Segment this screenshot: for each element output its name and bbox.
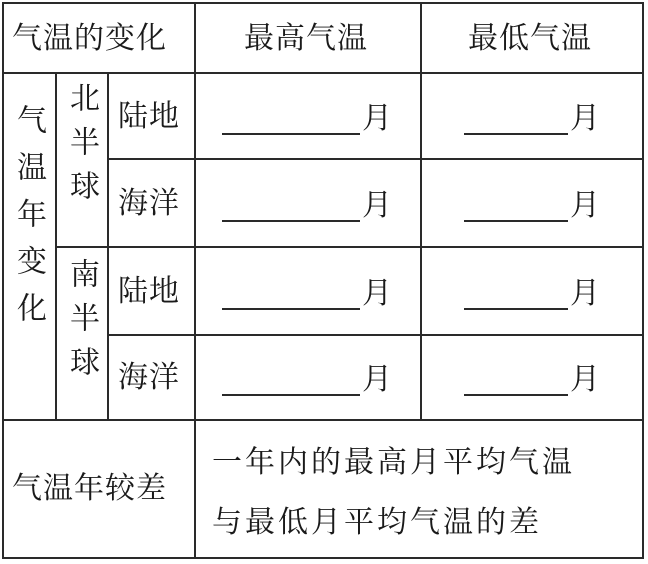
header-max-temperature: 最高气温	[244, 21, 368, 56]
answer-blank-max[interactable]	[222, 220, 360, 222]
group-col-divider	[55, 72, 57, 421]
answer-blank-min[interactable]	[464, 394, 568, 396]
answer-blank-max[interactable]	[222, 308, 360, 310]
table-border-bottom	[2, 557, 644, 559]
header-min-temperature: 最低气温	[468, 21, 592, 56]
southern-hemisphere-label: 南半球	[64, 258, 99, 390]
answer-blank-min[interactable]	[464, 133, 568, 135]
month-unit: 月	[570, 188, 601, 223]
answer-blank-max[interactable]	[222, 394, 360, 396]
annual-range-definition-line2: 与最低月平均气温的差	[212, 505, 542, 540]
month-unit: 月	[362, 276, 393, 311]
header-temperature-change: 气温的变化	[12, 21, 167, 56]
annual-variation-label: 气温年变化	[11, 104, 46, 339]
northern-hemisphere-label: 北半球	[64, 82, 99, 214]
surface-label-ocean: 海洋	[118, 360, 180, 395]
answer-blank-max[interactable]	[222, 133, 360, 135]
surface-label-land: 陆地	[118, 99, 180, 134]
month-unit: 月	[362, 188, 393, 223]
answer-blank-min[interactable]	[464, 220, 568, 222]
table-border-right	[642, 2, 644, 559]
month-unit: 月	[570, 101, 601, 136]
table-border-top	[2, 2, 644, 4]
surface-label-ocean: 海洋	[118, 186, 180, 221]
surface-label-land: 陆地	[118, 274, 180, 309]
label-col-divider	[194, 72, 196, 559]
row-divider	[107, 334, 644, 336]
footer-divider	[2, 419, 644, 421]
row-divider	[107, 158, 644, 160]
annual-range-definition-line1: 一年内的最高月平均气温	[212, 445, 575, 480]
label-col-divider	[194, 2, 196, 74]
header-divider	[2, 72, 644, 74]
month-unit: 月	[362, 362, 393, 397]
hemisphere-col-divider	[107, 72, 109, 421]
hemisphere-divider	[55, 246, 644, 248]
answer-blank-min[interactable]	[464, 308, 568, 310]
table-border-left	[2, 2, 4, 559]
annual-range-label: 气温年较差	[12, 471, 167, 506]
month-unit: 月	[362, 101, 393, 136]
month-unit: 月	[570, 276, 601, 311]
max-min-col-divider	[420, 2, 422, 421]
month-unit: 月	[570, 362, 601, 397]
